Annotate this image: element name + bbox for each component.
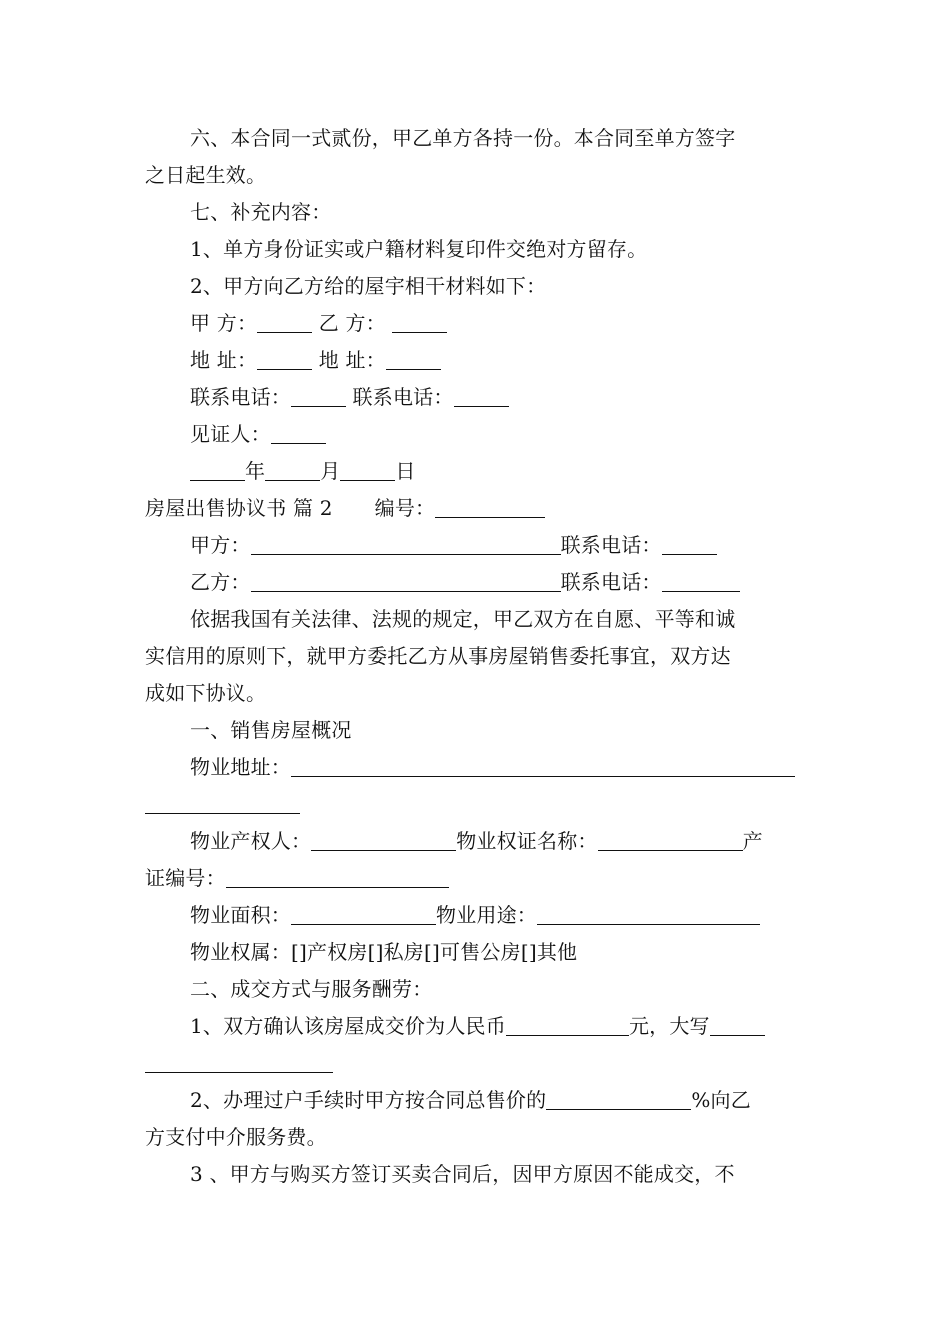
party-b-label: 乙 方： [312, 311, 386, 335]
blank-line [145, 1052, 333, 1073]
preamble-line-2: 实信用的原则下，就甲方委托乙方从事房屋销售委托事宜，双方达 [145, 644, 731, 668]
certificate-number-label: 证编号： [145, 866, 226, 890]
blank-line [537, 904, 760, 925]
address-line [190, 346, 441, 374]
address-label-b: 地 址： [312, 348, 386, 372]
area-label: 物业面积： [190, 903, 291, 927]
blank-line [710, 1015, 765, 1036]
blank-line [257, 312, 312, 333]
ownership-type-line: 物业权属：[]产权房[]私房[]可售公房[]其他 [190, 940, 578, 964]
blank-line [291, 904, 436, 925]
witness-line [190, 420, 326, 448]
supplement-item-2: 2、甲方向乙方给的屋宇相干材料如下： [190, 274, 547, 298]
blank-line [291, 756, 795, 777]
clause-6-line-1: 六、本合同一式贰份，甲乙单方各持一份。本合同至单方签字 [190, 126, 736, 150]
price-capital-label: 元，大写 [628, 1014, 710, 1038]
party-a-label: 甲 方： [190, 311, 258, 335]
blank-line [392, 312, 447, 333]
usage-label: 物业用途： [436, 903, 537, 927]
price-line [190, 1012, 765, 1040]
day-label: 日 [395, 459, 416, 483]
blank-line [251, 534, 561, 555]
fee-line-1 [190, 1086, 751, 1114]
area-usage-line [190, 901, 760, 929]
fee-line-2: 方支付中介服务费。 [145, 1125, 327, 1149]
part-1-heading: 一、销售房屋概况 [190, 718, 352, 742]
blank-line [190, 460, 245, 481]
phone-label: 联系电话： [560, 570, 662, 594]
phone-line [190, 383, 509, 411]
blank-line [598, 830, 743, 851]
number-label: 编号： [374, 496, 436, 520]
blank-line [662, 571, 740, 592]
section-title: 房屋出售协议书 篇 2 [145, 496, 333, 520]
fee-percent-label: %向乙 [691, 1088, 751, 1112]
phone-label-b: 联系电话： [346, 385, 454, 409]
witness-label: 见证人： [190, 422, 271, 446]
preamble-line-1: 依据我国有关法律、法规的规定，甲乙双方在自愿、平等和诚 [190, 607, 736, 631]
part-2-heading: 二、成交方式与服务酬劳： [190, 977, 433, 1001]
party-a-line [190, 531, 717, 559]
party-a-label: 甲方： [190, 533, 251, 557]
owner-label: 物业产权人： [190, 829, 312, 853]
blank-line [662, 534, 717, 555]
certificate-number-line [145, 864, 449, 892]
blank-line [454, 386, 509, 407]
property-address-continuation [145, 790, 300, 818]
clause-6-line-2: 之日起生效。 [145, 163, 267, 187]
blank-line [386, 349, 441, 370]
blank-line [340, 460, 395, 481]
month-label: 月 [320, 459, 341, 483]
year-label: 年 [245, 459, 266, 483]
blank-line [546, 1089, 691, 1110]
party-line [190, 309, 447, 337]
price-label: 1、双方确认该房屋成交价为人民币 [190, 1014, 506, 1038]
blank-line [435, 497, 545, 518]
blank-line [251, 571, 561, 592]
phone-label: 联系电话： [560, 533, 662, 557]
blank-line [145, 793, 300, 814]
clause-7-heading: 七、补充内容： [190, 200, 332, 224]
property-address-line [190, 753, 795, 781]
blank-line [506, 1015, 629, 1036]
property-address-label: 物业地址： [190, 755, 291, 779]
certificate-prefix: 产 [742, 829, 763, 853]
blank-line [271, 423, 326, 444]
address-label-a: 地 址： [190, 348, 258, 372]
date-line [190, 457, 416, 485]
blank-line [291, 386, 346, 407]
supplement-item-1: 1、单方身份证实或户籍材料复印件交绝对方留存。 [190, 237, 648, 261]
blank-line [265, 460, 320, 481]
party-b-line [190, 568, 740, 596]
party-b-label: 乙方： [190, 570, 251, 594]
clause-3-line: 3 、甲方与购买方签订买卖合同后，因甲方原因不能成交，不 [190, 1162, 735, 1186]
price-continuation [145, 1049, 333, 1077]
preamble-line-3: 成如下协议。 [145, 681, 267, 705]
certificate-name-label: 物业权证名称： [456, 829, 598, 853]
property-owner-line [190, 827, 763, 855]
blank-line [311, 830, 456, 851]
fee-label: 2、办理过户手续时甲方按合同总售价的 [190, 1088, 547, 1112]
section-title-line [145, 494, 545, 522]
phone-label-a: 联系电话： [190, 385, 291, 409]
blank-line [257, 349, 312, 370]
blank-line [226, 867, 449, 888]
